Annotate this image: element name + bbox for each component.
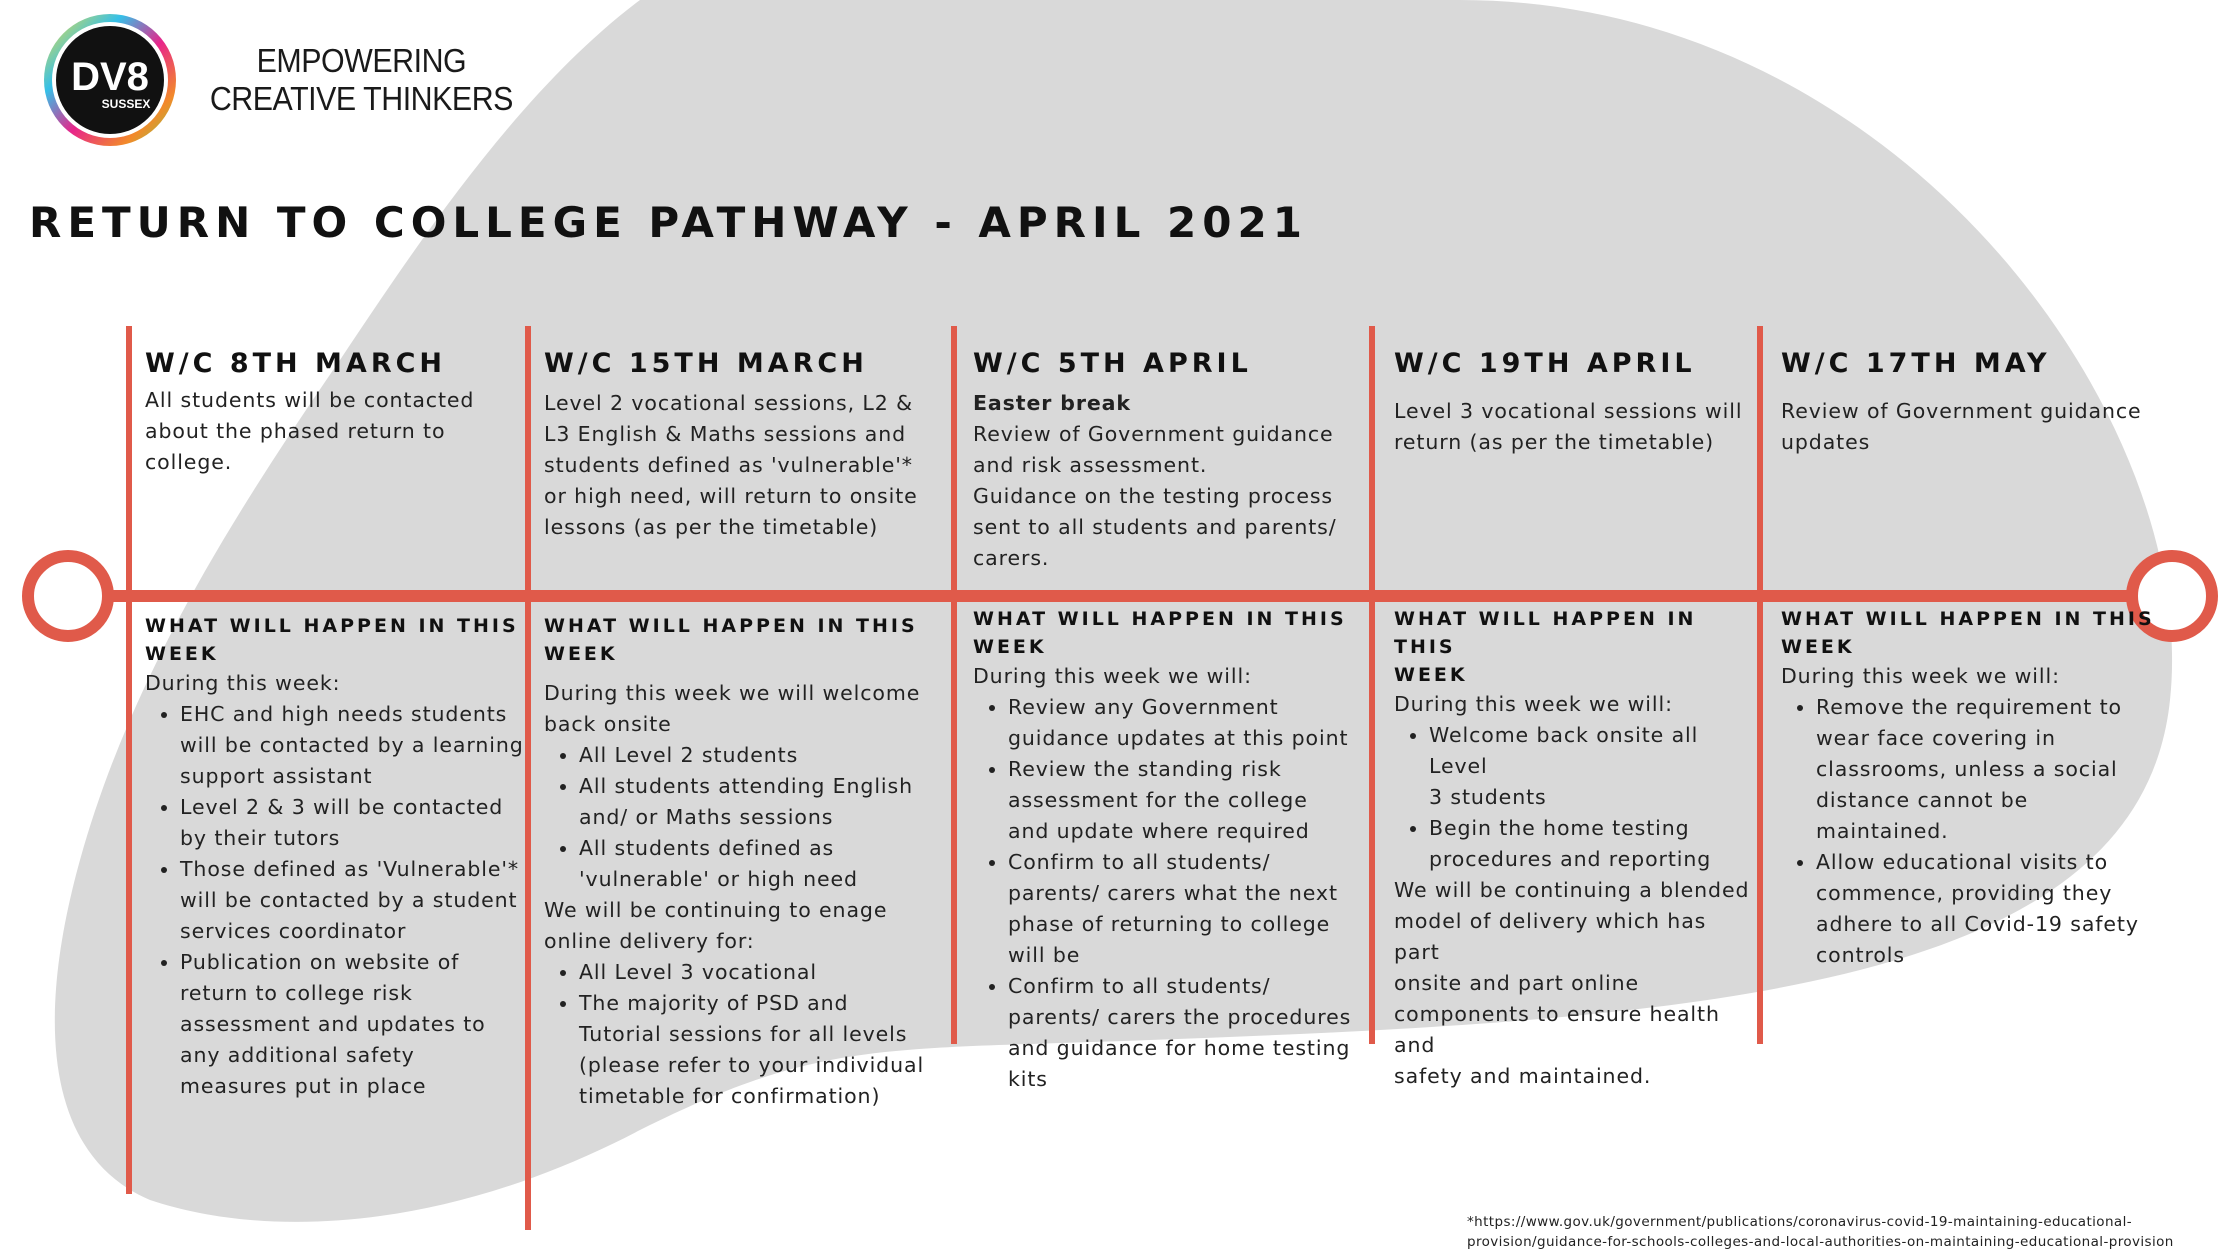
column-week-3-details (973, 605, 1363, 1095)
heading-line: WHAT WILL HAPPEN IN THIS (1394, 608, 1697, 658)
footnote-line-1: *https://www.gov.uk/government/publications/coronavirus-covid-19-maintaining-educational- (1467, 1214, 2132, 1230)
week-summary (1781, 396, 2181, 458)
what-will-happen-heading (544, 612, 944, 668)
heading-line: WHAT WILL HAPPEN IN THIS (973, 608, 1347, 630)
summary-line: Review of Government guidance (973, 422, 1334, 446)
bullet-item: • Begin the home testing procedures and reporting (1429, 813, 1754, 875)
bullet-item: • Remove the requirement to wear face covering in classrooms, unless a social distance cannot be maintained. (1816, 692, 2181, 847)
bullet-item: • Review the standing risk assessment for the college and update where required (1008, 754, 1363, 847)
outro-line: onsite and part online (1394, 971, 1640, 995)
summary-line: college. (145, 450, 233, 474)
week-summary (1394, 396, 1754, 458)
bullet-item: • Welcome back onsite all Level 3 students (1429, 720, 1754, 813)
bullet-item: • Those defined as 'Vulnerable'* will be contacted by a student services coordinator (180, 854, 525, 947)
column-week-5 (1781, 347, 2181, 458)
details-body (544, 678, 944, 1112)
column-week-4 (1394, 347, 1754, 458)
footnote-line-2: provision/guidance-for-schools-colleges-and-local-authorities-on-maintaining-educational-provision (1467, 1234, 2174, 1250)
heading-line: WEEK (145, 643, 219, 665)
column-week-3 (973, 347, 1363, 574)
details-body (1394, 689, 1754, 1092)
footnote-link[interactable] (1467, 1212, 2174, 1252)
summary-line: return (as per the timetable) (1394, 430, 1715, 454)
page-title: RETURN TO COLLEGE PATHWAY - APRIL 2021 (29, 198, 1308, 247)
column-week-2 (544, 347, 944, 543)
week-title: W/C 8TH MARCH (145, 348, 447, 379)
intro-line: back onsite (544, 712, 672, 736)
bullet-item: • Confirm to all students/ parents/ carers what the next phase of returning to college will be (1008, 847, 1363, 971)
week-title: W/C 5TH APRIL (973, 348, 1252, 379)
heading-line: WHAT WILL HAPPEN IN THIS (145, 615, 519, 637)
intro-line: During this week we will welcome (544, 681, 921, 705)
summary-line: All students will be contacted (145, 388, 475, 412)
bullet-list (544, 740, 944, 895)
heading-line: WEEK (973, 636, 1047, 658)
summary-line: updates (1781, 430, 1871, 454)
bullet-item: • All students attending English and/ or Maths sessions (579, 771, 944, 833)
bullet-list (145, 699, 525, 1102)
bullet-item: • Review any Government guidance updates at this point (1008, 692, 1363, 754)
column-week-1 (145, 347, 525, 478)
bullet-list (973, 692, 1363, 1095)
heading-line: WHAT WILL HAPPEN IN THIS (544, 615, 918, 637)
column-week-5-details (1781, 605, 2181, 971)
summary-line: Level 3 vocational sessions will (1394, 399, 1743, 423)
details-body (973, 661, 1363, 1095)
week-title: W/C 15TH MARCH (544, 348, 868, 379)
what-will-happen-heading (973, 605, 1363, 661)
bullet-item: • All Level 2 students (579, 740, 944, 771)
week-summary (544, 388, 944, 543)
bullet-item: • Confirm to all students/ parents/ carers the procedures and guidance for home testing kits (1008, 971, 1363, 1095)
what-will-happen-heading (145, 612, 525, 668)
summary-line: Review of Government guidance (1781, 399, 2142, 423)
bullet-item: • Level 2 & 3 will be contacted by their tutors (180, 792, 525, 854)
details-body (1781, 661, 2181, 971)
bullet-item: • Allow educational visits to commence, providing they adhere to all Covid-19 safety controls (1816, 847, 2181, 971)
summary-line: lessons (as per the timetable) (544, 515, 879, 539)
bullet-item: • All students defined as 'vulnerable' or high need (579, 833, 944, 895)
middle-line: We will be continuing to enage (544, 898, 888, 922)
bullet-item: • Publication on website of return to college risk assessment and updates to any additional safety measures put in place (180, 947, 525, 1102)
intro-line: During this week we will: (1781, 664, 2060, 688)
week-subheading: Easter break (973, 391, 1131, 415)
bullet-list (1781, 692, 2181, 971)
summary-line: or high need, will return to onsite (544, 484, 918, 508)
intro-line: During this week: (145, 671, 341, 695)
outro-line: safety and maintained. (1394, 1064, 1652, 1088)
middle-line: online delivery for: (544, 929, 755, 953)
bullet-list (1394, 720, 1754, 875)
column-week-4-details (1394, 605, 1754, 1092)
bullet-list-2 (544, 957, 944, 1112)
outro-line: We will be continuing a blended (1394, 878, 1750, 902)
heading-line: WEEK (1394, 664, 1468, 686)
outro-line: model of delivery which has part (1394, 909, 1707, 964)
tagline-line-2: CREATIVE THINKERS (209, 80, 513, 117)
week-title: W/C 17TH MAY (1781, 348, 2051, 379)
bullet-item: • EHC and high needs students will be contacted by a learning support assistant (180, 699, 525, 792)
what-will-happen-heading (1394, 605, 1754, 689)
summary-line: L3 English & Maths sessions and (544, 422, 907, 446)
logo-sub-text: SUSSEX (101, 97, 151, 111)
heading-line: WEEK (544, 643, 618, 665)
column-week-1-details (145, 612, 525, 1102)
week-summary (145, 385, 525, 478)
logo-main-text: DV8 (71, 55, 149, 99)
summary-line: sent to all students and parents/ (973, 515, 1337, 539)
tagline-line-1: EMPOWERING (256, 42, 467, 79)
summary-line: and risk assessment. (973, 453, 1208, 477)
heading-line: WEEK (1781, 636, 1855, 658)
column-week-2-details (544, 612, 944, 1112)
details-body (145, 668, 525, 1102)
bullet-item: • All Level 3 vocational (579, 957, 944, 988)
intro-line: During this week we will: (973, 664, 1252, 688)
summary-line: about the phased return to (145, 419, 446, 443)
what-will-happen-heading (1781, 605, 2181, 661)
outro-line: components to ensure health and (1394, 1002, 1720, 1057)
summary-line: Guidance on the testing process (973, 484, 1334, 508)
summary-line: carers. (973, 546, 1050, 570)
week-title: W/C 19TH APRIL (1394, 348, 1696, 379)
summary-line: students defined as 'vulnerable'* (544, 453, 913, 477)
heading-line: WHAT WILL HAPPEN IN THIS (1781, 608, 2155, 630)
bullet-item: • The majority of PSD and Tutorial sessions for all levels (please refer to your individual timetable for confirmation) (579, 988, 944, 1112)
week-summary (973, 388, 1363, 574)
intro-line: During this week we will: (1394, 692, 1673, 716)
summary-line: Level 2 vocational sessions, L2 & (544, 391, 914, 415)
timeline-start-circle (28, 556, 108, 636)
